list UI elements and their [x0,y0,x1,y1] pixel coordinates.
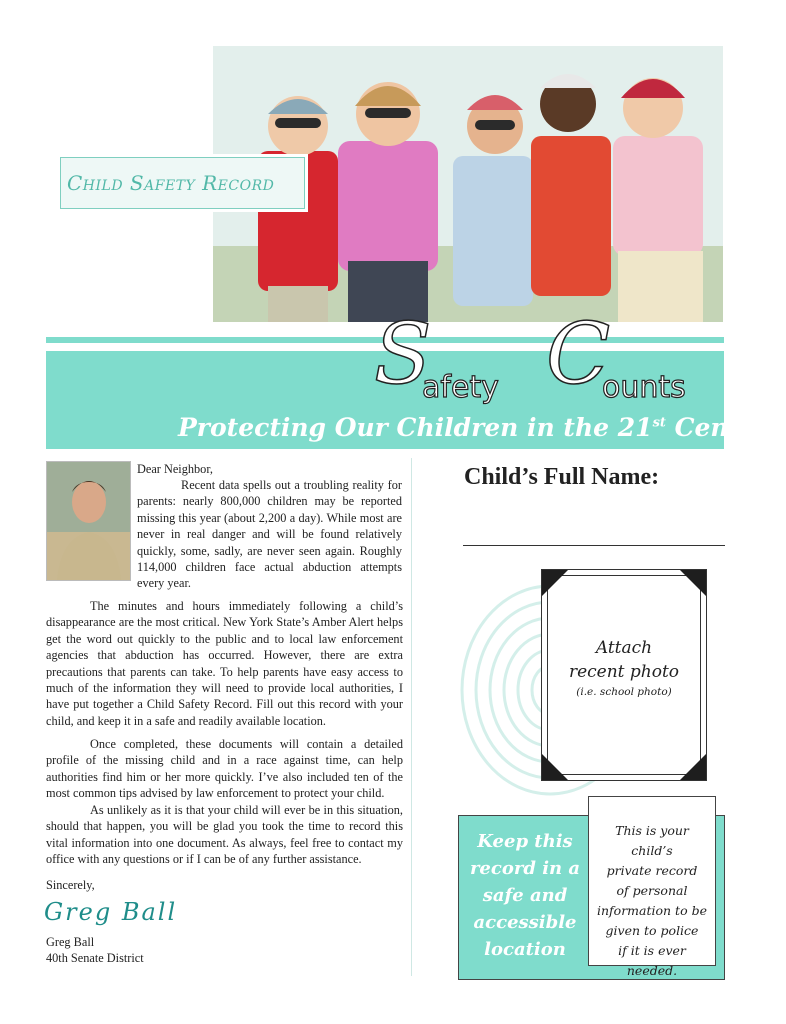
keep-line: location [484,939,566,960]
signature-text: Greg Ball [44,898,178,926]
signature [44,898,177,926]
subtitle-sup: st [652,415,666,431]
logo-letter-s: S [374,305,432,403]
banner-title: Child Safety Record [67,171,275,195]
letter-paragraph-3: Once completed, these documents will contain a detailed profile of the missing child and in a race against time, can help authorities find him or her more quickly. I’ve also included ten of the most common tips advised by law enforcement to protect your child. [46,737,403,801]
keep-record-text [466,828,584,963]
subtitle-end: Century [665,413,786,442]
letter-paragraph-2: The minutes and hours immediately following a child’s disappearance are the most critical. New York State’s Amber Alert helps get the word out quickly to the public and to local law enforcement agencies that abduction has occurred. However, there are extra precautions that parents can take. To help parents have easy access to much of the information they will need to provide local authorities, I have put together a Child Safety Record. Fill out this record with your child, and keep it in a safe and readily available location. [46,599,403,728]
photo-line-1: Attach [595,638,653,658]
sender-title: 40th Senate District [46,951,144,965]
photo-instructions [541,636,707,700]
letter-closing: Sincerely, [46,878,95,892]
portrait-image [47,462,130,580]
child-name-label: Child’s Full Name: [464,464,660,490]
private-record-note [588,796,716,978]
note-line: information to be [597,903,707,918]
note-line: private record [606,863,698,878]
note-line: of personal [616,883,688,898]
note-line: This is your child’s [615,823,689,858]
private-record-text [593,821,711,981]
keep-line: record in a [469,858,581,879]
letter-greeting: Dear Neighbor, [137,462,213,476]
letter-paragraph-1: Recent data spells out a troubling reality for parents: nearly 800,000 children may be reported missing this year (about 2,200 a day). While most are never in real danger and will be found relatively quickly, some, sadly, are never seen again. Roughly 114,000 children face actual abduction attempts every year. [137,478,402,591]
column-divider [411,458,412,976]
letter-paragraph-4: As unlikely as it is that your child will ever be in this situation, should that happen, you will be glad you took the time to record this vital information into one document. As always, feel free to contact my office with any questions or if I can be of any further assistance. [46,803,403,867]
note-line: given to police [605,923,699,938]
logo-word-safety: afety [422,370,499,405]
photo-line-2: recent photo [568,662,680,682]
photo-hint: (i.e. school photo) [576,686,672,698]
logo-letter-c: C [546,305,611,403]
banner-title-box [60,157,305,209]
sender-name: Greg Ball [46,935,95,949]
note-line: if it is ever needed. [618,943,686,978]
keep-line: Keep this [477,831,573,852]
child-name-field[interactable] [463,545,725,546]
senator-portrait [46,461,131,581]
subtitle [178,413,786,442]
subtitle-main: Protecting Our Children in the 21 [178,413,653,442]
logo-word-ounts: ounts [602,370,686,405]
letter-paragraph-1-top [137,477,402,592]
logo-safety-counts [374,304,724,414]
keep-line: accessible [473,912,577,933]
keep-line: safe and [482,885,568,906]
